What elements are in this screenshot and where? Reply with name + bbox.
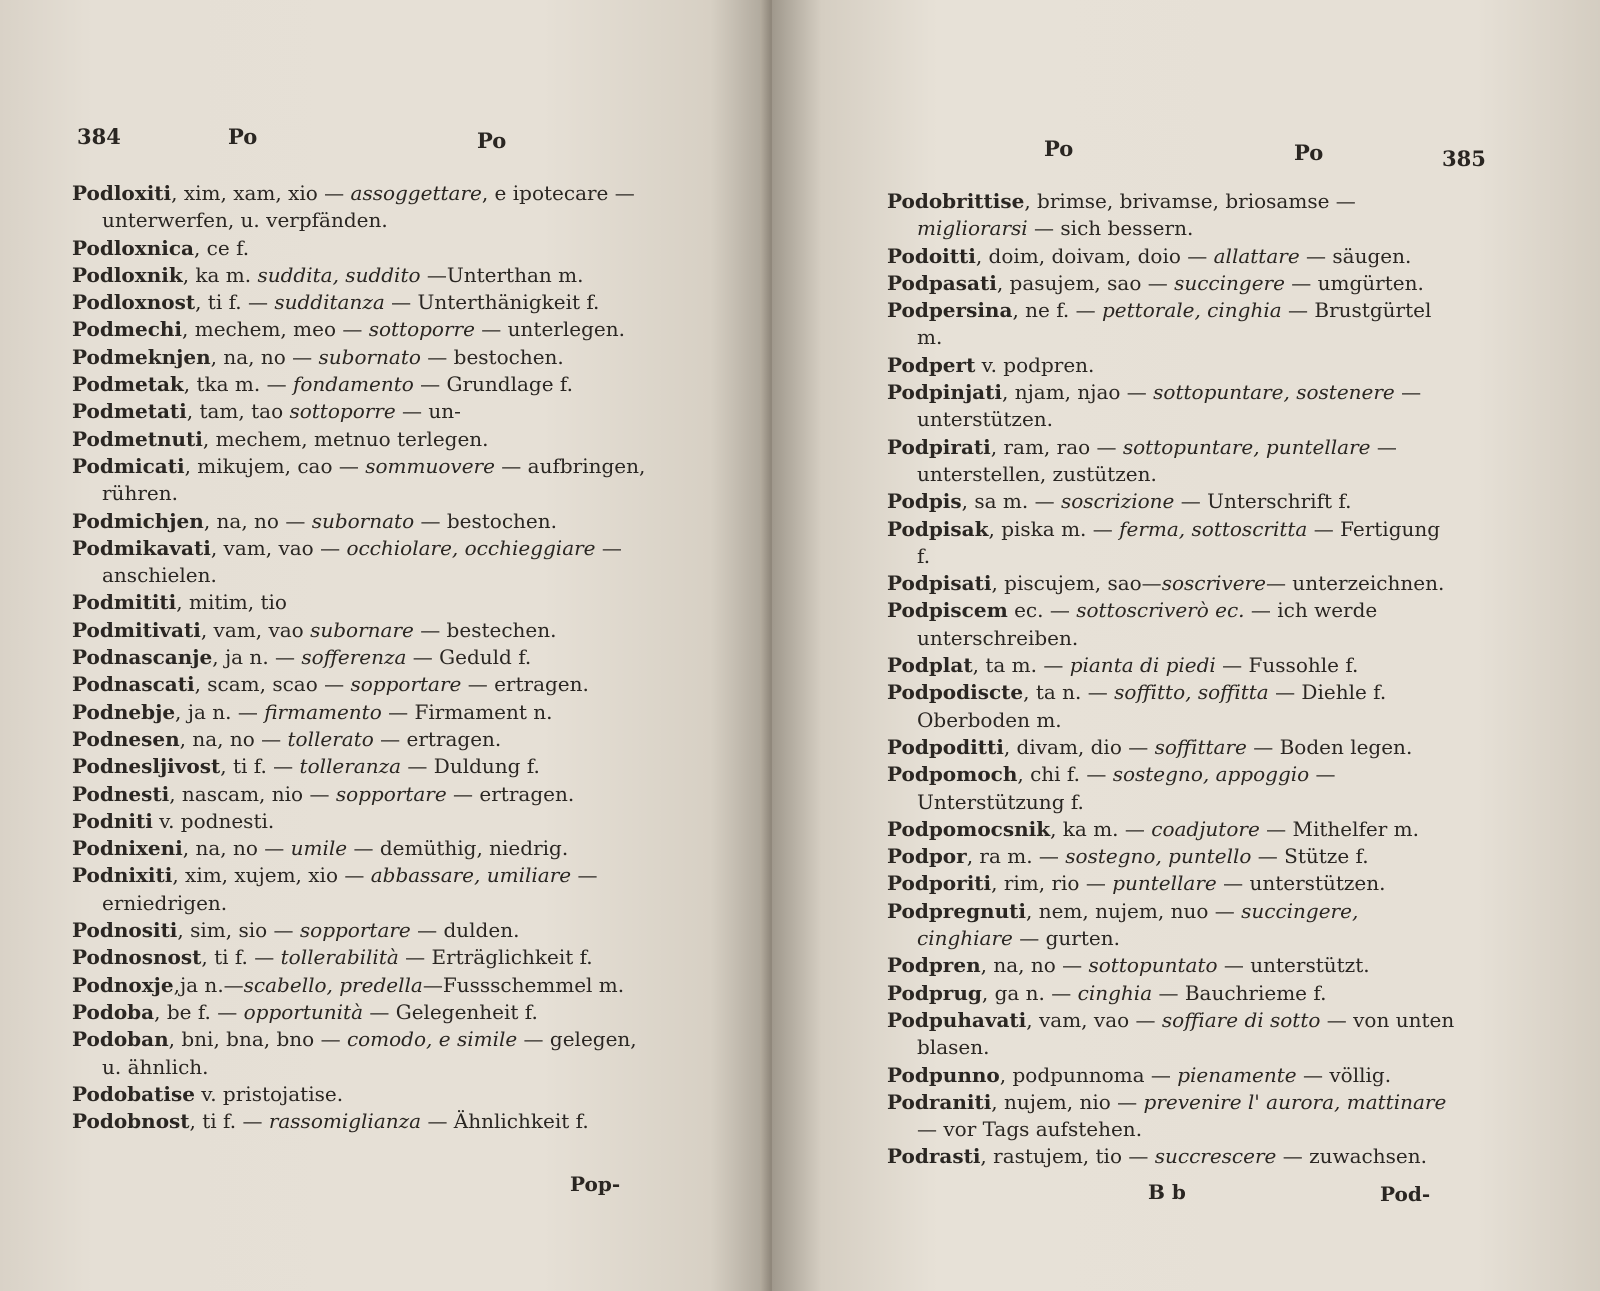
page-number-385: 385 bbox=[1442, 146, 1486, 171]
entry-headword: Podloxnica bbox=[72, 235, 194, 260]
entry-german: — ertragen. bbox=[373, 726, 502, 751]
entry-forms: , mikujem, cao — bbox=[184, 453, 366, 478]
dictionary-entry bbox=[887, 352, 1459, 379]
entry-headword: Podpirati bbox=[887, 434, 991, 459]
dictionary-entry bbox=[72, 398, 652, 425]
entry-headword: Podniti bbox=[72, 808, 153, 833]
entry-italian: migliorarsi bbox=[917, 216, 1028, 241]
entry-headword: Podplat bbox=[887, 653, 973, 678]
entry-headword: Podoban bbox=[72, 1027, 169, 1052]
entry-forms: , ga n. — bbox=[981, 980, 1078, 1005]
entry-forms: , rastujem, tio — bbox=[980, 1144, 1155, 1169]
entry-forms: , sim, sio — bbox=[177, 918, 300, 943]
entry-german: — gurten. bbox=[1012, 926, 1120, 951]
entry-german: — unterzeichnen. bbox=[1265, 571, 1445, 596]
entry-german: — bestochen. bbox=[414, 508, 557, 533]
entry-headword: Podpasati bbox=[887, 270, 997, 295]
entry-headword: Podnosnost bbox=[72, 945, 202, 970]
entry-headword: Podobnost bbox=[72, 1109, 190, 1134]
entry-forms: , na, no — bbox=[182, 836, 291, 861]
entry-german: — Gelegenheit f. bbox=[363, 999, 538, 1024]
entry-forms: , ta n. — bbox=[1023, 680, 1115, 705]
dictionary-entry bbox=[72, 808, 652, 835]
entry-forms: ,ja n.— bbox=[173, 972, 244, 997]
dictionary-entry bbox=[72, 1108, 652, 1135]
entry-headword: Podmichjen bbox=[72, 508, 204, 533]
entry-headword: Podnixiti bbox=[72, 863, 173, 888]
entry-headword: Podobatise bbox=[72, 1081, 195, 1106]
entry-headword: Podpiscem bbox=[887, 598, 1008, 623]
entry-forms: , rim, rio — bbox=[991, 871, 1113, 896]
dictionary-entry bbox=[887, 1143, 1459, 1170]
entry-headword: Podloxiti bbox=[72, 181, 172, 205]
entry-italian: suddita, suddito bbox=[257, 262, 421, 287]
entry-german: — Brustgürtel m. bbox=[917, 298, 1432, 350]
entry-italian: ferma, sottoscritta bbox=[1119, 516, 1308, 541]
dictionary-entry bbox=[887, 898, 1459, 953]
running-head-right: Po bbox=[477, 128, 507, 153]
entry-forms: , mechem, meo — bbox=[182, 317, 369, 342]
entry-german: — demüthig, niedrig. bbox=[347, 836, 569, 861]
dictionary-entry bbox=[72, 1026, 652, 1081]
entry-german: —Unterthan m. bbox=[420, 262, 584, 287]
entry-german: — un- bbox=[395, 399, 461, 424]
catchword: Pop- bbox=[570, 1172, 621, 1196]
dictionary-entry bbox=[72, 453, 652, 508]
entry-german: — umgürten. bbox=[1284, 270, 1424, 295]
entry-italian: sofferenza bbox=[301, 645, 407, 670]
entry-italian: sottoporre bbox=[368, 317, 475, 342]
entry-german: — ertragen. bbox=[446, 781, 575, 806]
dictionary-entry bbox=[72, 917, 652, 944]
entry-headword: Podpisati bbox=[887, 571, 992, 596]
dictionary-entry bbox=[72, 862, 652, 917]
dictionary-entry bbox=[887, 843, 1459, 870]
dictionary-entry bbox=[887, 516, 1459, 571]
right-page bbox=[772, 0, 1600, 1291]
entry-headword: Podloxnost bbox=[72, 290, 196, 315]
dictionary-entry bbox=[72, 180, 652, 235]
entry-forms: , xim, xam, xio — bbox=[171, 181, 351, 205]
entry-forms: , ti f. — bbox=[195, 290, 275, 315]
dictionary-entry bbox=[72, 835, 652, 862]
entry-forms: v. podnesti. bbox=[152, 808, 275, 833]
entry-headword: Podpomoch bbox=[887, 762, 1018, 787]
entry-headword: Podmititi bbox=[72, 590, 177, 615]
entry-german: — aufbringen, rühren. bbox=[102, 453, 646, 506]
entry-german: — Duldung f. bbox=[401, 754, 540, 779]
entry-german: — Fussohle f. bbox=[1215, 653, 1359, 678]
entry-headword: Podpodiscte bbox=[887, 680, 1024, 705]
entry-italian: tolleranza bbox=[299, 754, 402, 779]
entry-italian: sopportare bbox=[350, 672, 462, 697]
entry-italian: assoggettare bbox=[350, 181, 482, 205]
entry-forms: , mitim, tio bbox=[176, 590, 287, 615]
entry-german: — zuwachsen. bbox=[1276, 1144, 1427, 1169]
entry-headword: Podpert bbox=[887, 352, 976, 377]
entry-forms: , nascam, nio — bbox=[169, 781, 336, 806]
entry-forms: v. pristojatise. bbox=[194, 1081, 344, 1106]
entry-italian: sottopuntare, sostenere bbox=[1153, 380, 1395, 405]
entry-italian: allattare bbox=[1213, 243, 1300, 268]
dictionary-entry bbox=[887, 188, 1459, 243]
entry-headword: Podmikavati bbox=[72, 535, 211, 560]
dictionary-entry bbox=[887, 761, 1459, 816]
entry-italian: puntellare bbox=[1112, 871, 1217, 896]
entry-german: — Firmament n. bbox=[381, 699, 553, 724]
entry-italian: sommuovere bbox=[365, 453, 495, 478]
entry-italian: cinghia bbox=[1077, 980, 1153, 1005]
entry-headword: Podmetnuti bbox=[72, 426, 203, 451]
catchword: Pod- bbox=[1380, 1182, 1431, 1206]
dictionary-entry bbox=[72, 944, 652, 971]
dictionary-entry bbox=[72, 972, 652, 999]
entry-german: — bestochen. bbox=[420, 344, 564, 369]
entry-forms: , ce f. bbox=[193, 235, 250, 260]
entry-german: — Unterstützung f. bbox=[917, 762, 1336, 814]
entry-german: —Fussschemmel m. bbox=[422, 972, 625, 997]
dictionary-entry bbox=[887, 980, 1459, 1007]
entry-forms: , ja n. — bbox=[175, 699, 265, 724]
entry-forms: , piska m. — bbox=[988, 516, 1120, 541]
entry-german: — sich bessern. bbox=[1027, 216, 1194, 241]
entry-forms: , doim, doivam, doio — bbox=[975, 243, 1214, 268]
entry-forms: , vam, vao — bbox=[1026, 1007, 1162, 1032]
dictionary-entry bbox=[887, 1062, 1459, 1089]
entry-german: — erniedrigen. bbox=[102, 863, 598, 915]
entry-forms: , na, no — bbox=[210, 344, 319, 369]
entry-forms: , na, no — bbox=[179, 726, 288, 751]
dictionary-entry bbox=[887, 952, 1459, 979]
dictionary-entry bbox=[887, 1007, 1459, 1062]
left-page bbox=[0, 0, 772, 1291]
dictionary-entry bbox=[887, 297, 1459, 352]
entry-headword: Podnascati bbox=[72, 672, 195, 697]
dictionary-entry bbox=[72, 644, 652, 671]
entry-forms: , nujem, nio — bbox=[991, 1089, 1144, 1114]
entry-forms: , be f. — bbox=[154, 999, 244, 1024]
entry-italian: sostegno, appoggio bbox=[1112, 762, 1310, 787]
dictionary-entry bbox=[887, 679, 1459, 734]
dictionary-entry bbox=[72, 781, 652, 808]
dictionary-entry bbox=[72, 235, 652, 262]
entry-forms: , njam, njao — bbox=[1001, 380, 1154, 405]
dictionary-entry bbox=[72, 371, 652, 398]
running-head-right: Po bbox=[1294, 140, 1324, 165]
entry-headword: Podmitivati bbox=[72, 617, 201, 642]
dictionary-entry bbox=[72, 508, 652, 535]
entry-italian: subornato bbox=[318, 344, 421, 369]
entry-forms: , ra m. — bbox=[966, 844, 1066, 869]
entry-german: — Grundlage f. bbox=[413, 372, 573, 397]
entry-headword: Podmetak bbox=[72, 372, 184, 397]
entry-headword: Podnositi bbox=[72, 918, 178, 943]
dictionary-entry bbox=[887, 488, 1459, 515]
dictionary-entry bbox=[72, 1081, 652, 1108]
dictionary-entry bbox=[887, 570, 1459, 597]
entry-german: — Erträglichkeit f. bbox=[398, 945, 593, 970]
entry-forms: , na, no — bbox=[203, 508, 312, 533]
entry-headword: Podmechi bbox=[72, 317, 183, 342]
entry-headword: Podnesti bbox=[72, 781, 170, 806]
entry-headword: Podporiti bbox=[887, 871, 992, 896]
entry-german: — Mithelfer m. bbox=[1259, 816, 1419, 841]
dictionary-entry bbox=[887, 870, 1459, 897]
entry-italian: pettorale, cinghia bbox=[1102, 298, 1282, 323]
entry-headword: Podnesen bbox=[72, 726, 180, 751]
entry-italian: scabello, predella bbox=[243, 972, 423, 997]
entry-forms: , podpunnoma — bbox=[999, 1062, 1178, 1087]
entry-forms: , ram, rao — bbox=[990, 434, 1123, 459]
entry-german: — Boden legen. bbox=[1246, 734, 1413, 759]
entry-italian: prevenire l' aurora, mattinare bbox=[1143, 1089, 1447, 1114]
dictionary-entry bbox=[72, 671, 652, 698]
dictionary-entry bbox=[72, 535, 652, 590]
dictionary-entry bbox=[72, 344, 652, 371]
entry-italian: subornare bbox=[310, 617, 414, 642]
entry-italian: sottoscriverò ec. bbox=[1076, 598, 1245, 623]
entry-italian: pienamente bbox=[1177, 1062, 1297, 1087]
entry-italian: succrescere bbox=[1154, 1144, 1277, 1169]
entry-italian: tollerabilità bbox=[280, 945, 399, 970]
entry-headword: Podpor bbox=[887, 844, 967, 869]
signature-mark: B b bbox=[1148, 1180, 1186, 1204]
entry-forms: ec. — bbox=[1007, 598, 1077, 623]
entry-italian: firmamento bbox=[264, 699, 382, 724]
entry-headword: Podloxnik bbox=[72, 262, 183, 287]
entry-german: — säugen. bbox=[1299, 243, 1412, 268]
running-head-left: Po bbox=[1044, 136, 1074, 161]
entry-headword: Podnoxje bbox=[72, 972, 174, 997]
dictionary-entry bbox=[72, 699, 652, 726]
dictionary-entry bbox=[887, 434, 1459, 489]
entry-forms: , chi f. — bbox=[1017, 762, 1113, 787]
entry-headword: Podobrittise bbox=[887, 189, 1025, 213]
entry-italian: soscrizione bbox=[1060, 489, 1175, 514]
entry-forms: , scam, scao — bbox=[194, 672, 351, 697]
entry-headword: Podpren bbox=[887, 953, 981, 978]
entry-headword: Podmicati bbox=[72, 453, 185, 478]
dictionary-entry bbox=[887, 1089, 1459, 1144]
entry-german: — unterstützen. bbox=[917, 380, 1422, 432]
dictionary-entry bbox=[72, 999, 652, 1026]
entry-headword: Podpuhavati bbox=[887, 1007, 1027, 1032]
entry-italian: abbassare, umiliare bbox=[370, 863, 572, 888]
right-entries-column bbox=[887, 188, 1459, 1171]
dictionary-entry bbox=[72, 753, 652, 780]
entry-german: — ertragen. bbox=[461, 672, 589, 697]
entry-italian: soffitto, soffitta bbox=[1114, 680, 1269, 705]
entry-german: — unterstellen, zustützen. bbox=[917, 434, 1397, 486]
entry-italian: succingere bbox=[1174, 270, 1285, 295]
running-head-left: Po bbox=[228, 124, 258, 149]
entry-italian: subornato bbox=[311, 508, 415, 533]
entry-forms: , ka m. — bbox=[1050, 816, 1152, 841]
entry-forms: , mechem, metnuo bbox=[202, 426, 397, 451]
entry-forms: , tka m. — bbox=[183, 372, 293, 397]
entry-italian: soffittare bbox=[1154, 734, 1247, 759]
entry-german: — Fertigung f. bbox=[917, 516, 1441, 568]
entry-headword: Podmetati bbox=[72, 399, 187, 424]
entry-forms: , tam, tao bbox=[186, 399, 290, 424]
entry-forms: , ja n. — bbox=[212, 645, 302, 670]
entry-headword: Podpoditti bbox=[887, 734, 1004, 759]
entry-german: — anschielen. bbox=[102, 535, 622, 588]
entry-german: , e ipotecare — unterwerfen, u. verpfänden. bbox=[102, 181, 635, 233]
entry-german: — unterstützt. bbox=[1217, 953, 1370, 978]
dictionary-entry bbox=[887, 379, 1459, 434]
entry-headword: Podnebje bbox=[72, 699, 176, 724]
entry-forms: , divam, dio — bbox=[1003, 734, 1155, 759]
entry-forms: , nem, nujem, nuo — bbox=[1025, 898, 1242, 923]
dictionary-entry bbox=[887, 652, 1459, 679]
entry-german: — Stütze f. bbox=[1251, 844, 1369, 869]
entry-german: — ich werde unterschreiben. bbox=[917, 598, 1378, 650]
entry-forms: , ne f. — bbox=[1012, 298, 1102, 323]
entry-headword: Podpis bbox=[887, 489, 962, 514]
entry-headword: Podpomocsnik bbox=[887, 816, 1051, 841]
entry-italian: tollerato bbox=[287, 726, 374, 751]
entry-forms: , vam, vao bbox=[200, 617, 311, 642]
entry-german: — Geduld f. bbox=[406, 645, 532, 670]
entry-german: — dulden. bbox=[410, 918, 520, 943]
left-entries-column bbox=[72, 180, 652, 1135]
entry-headword: Podrasti bbox=[887, 1144, 981, 1169]
entry-german: — bestechen. bbox=[413, 617, 557, 642]
entry-german: — Diehle f. Oberboden m. bbox=[917, 680, 1387, 732]
entry-headword: Podpunno bbox=[887, 1062, 1000, 1087]
entry-german: — Unterthänigkeit f. bbox=[384, 290, 600, 315]
entry-italian: sostegno, puntello bbox=[1065, 844, 1252, 869]
entry-forms: , pasujem, sao — bbox=[996, 270, 1175, 295]
entry-forms: , ti f. — bbox=[189, 1109, 269, 1134]
entry-german: — vor Tags aufstehen. bbox=[917, 1117, 1143, 1142]
entry-italian: occhiolare, occhieggiare bbox=[346, 535, 596, 560]
entry-forms: , brimse, brivamse, briosamse — bbox=[1024, 189, 1356, 213]
entry-forms: , piscujem, sao— bbox=[991, 571, 1162, 596]
entry-italian: fondamento bbox=[292, 372, 414, 397]
entry-german: — unterlegen. bbox=[474, 317, 625, 342]
entry-german: — Ähnlichkeit f. bbox=[421, 1109, 589, 1134]
entry-forms: , ti f. — bbox=[220, 754, 300, 779]
entry-german: — unterstützen. bbox=[1216, 871, 1386, 896]
entry-german: — Unterschrift f. bbox=[1174, 489, 1352, 514]
dictionary-entry bbox=[72, 426, 652, 453]
entry-headword: Podnascanje bbox=[72, 645, 213, 670]
entry-german: terlegen. bbox=[397, 426, 489, 451]
dictionary-entry bbox=[887, 734, 1459, 761]
dictionary-entry bbox=[72, 589, 652, 616]
entry-italian: coadjutore bbox=[1151, 816, 1260, 841]
entry-headword: Podprug bbox=[887, 980, 982, 1005]
entry-italian: sudditanza bbox=[274, 290, 385, 315]
page-number-384: 384 bbox=[77, 124, 121, 149]
entry-forms: , xim, xujem, xio — bbox=[172, 863, 371, 888]
entry-headword: Podnesljivost bbox=[72, 754, 221, 779]
entry-headword: Podoba bbox=[72, 999, 155, 1024]
entry-italian: pianta di piedi bbox=[1069, 653, 1216, 678]
entry-forms: v. podpren. bbox=[975, 352, 1095, 377]
entry-italian: opportunità bbox=[243, 999, 363, 1024]
entry-italian: succingere, cinghiare bbox=[917, 898, 1359, 951]
entry-german: — von unten blasen. bbox=[917, 1007, 1455, 1060]
entry-headword: Podoitti bbox=[887, 243, 976, 268]
entry-italian: sopportare bbox=[299, 918, 411, 943]
dictionary-entry bbox=[72, 617, 652, 644]
entry-headword: Podpisak bbox=[887, 516, 989, 541]
entry-headword: Podpersina bbox=[887, 298, 1013, 323]
dictionary-entry bbox=[72, 262, 652, 289]
entry-forms: , ti f. — bbox=[201, 945, 281, 970]
entry-italian: soscrivere bbox=[1161, 571, 1266, 596]
dictionary-entry bbox=[72, 726, 652, 753]
entry-italian: sottopuntato bbox=[1088, 953, 1218, 978]
entry-forms: , ta m. — bbox=[972, 653, 1070, 678]
entry-italian: rassomiglianza bbox=[268, 1109, 422, 1134]
dictionary-entry bbox=[72, 316, 652, 343]
entry-german: — völlig. bbox=[1296, 1062, 1392, 1087]
dictionary-entry bbox=[887, 597, 1459, 652]
entry-headword: Podmeknjen bbox=[72, 344, 211, 369]
entry-italian: sottoporre bbox=[289, 399, 396, 424]
entry-headword: Podraniti bbox=[887, 1089, 992, 1114]
entry-forms: , na, no — bbox=[980, 953, 1089, 978]
entry-forms: , vam, vao — bbox=[210, 535, 347, 560]
entry-italian: sopportare bbox=[335, 781, 447, 806]
dictionary-entry bbox=[72, 289, 652, 316]
entry-german: — Bauchrieme f. bbox=[1152, 980, 1327, 1005]
entry-forms: , bni, bna, bno — bbox=[168, 1027, 347, 1052]
entry-headword: Podpregnuti bbox=[887, 898, 1026, 923]
entry-german: — gelegen, u. ähnlich. bbox=[102, 1027, 637, 1079]
entry-italian: umile bbox=[290, 836, 348, 861]
entry-headword: Podpinjati bbox=[887, 380, 1002, 405]
entry-italian: sottopuntare, puntellare bbox=[1122, 434, 1371, 459]
entry-forms: , sa m. — bbox=[961, 489, 1061, 514]
dictionary-entry bbox=[887, 816, 1459, 843]
entry-forms: , ka m. bbox=[182, 262, 258, 287]
entry-italian: comodo, e simile bbox=[346, 1027, 518, 1052]
entry-headword: Podnixeni bbox=[72, 836, 183, 861]
entry-italian: soffiare di sotto bbox=[1161, 1007, 1321, 1032]
dictionary-entry bbox=[887, 270, 1459, 297]
dictionary-entry bbox=[887, 243, 1459, 270]
